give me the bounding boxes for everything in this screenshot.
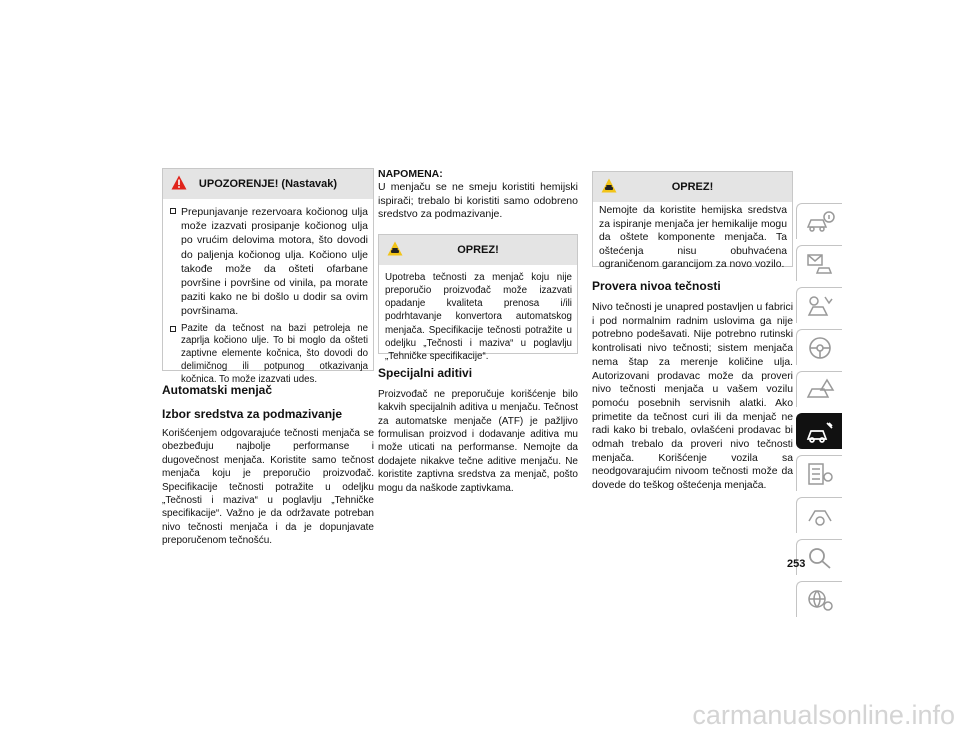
steering-wheel-icon <box>805 335 835 361</box>
bullet-square-icon <box>170 326 176 332</box>
caution-box-text: Upotreba tečnosti za menjač koju nije preporučio proizvođač može izazvati opadanje kvaliteta prenosa i/ili podrhtavanje konvertora automatskog menjača. Specifikacije tečnosti potražite u odeljku „Tečnosti i maziva“ u poglavlju „Tehničke specifikacije“. <box>385 271 572 362</box>
car-wrench-icon <box>805 419 835 445</box>
envelope-car-icon <box>805 251 835 277</box>
chapter-tab[interactable] <box>796 371 842 407</box>
chapter-tab[interactable] <box>796 581 842 617</box>
warning-box <box>162 168 374 385</box>
note-title: NAPOMENA: <box>378 168 443 180</box>
warning-box-body <box>163 199 373 397</box>
page-number: 253 <box>787 558 806 570</box>
caution-box <box>378 234 578 362</box>
chapter-tab[interactable] <box>796 497 842 533</box>
caution-box-title: OPREZ! <box>671 181 714 193</box>
spec-list-icon <box>805 461 835 487</box>
car-info-icon <box>805 209 835 235</box>
caution-box-text: Nemojte da koristite hemijska sredstva za ispiranje menjača jer hemikalije mogu da oštete komponente menjača. Ta oštećenja nisu obuhvaćena ograničenom garancijom za novo vozilo. <box>599 205 787 271</box>
chapter-tab[interactable] <box>796 245 842 281</box>
language-globe-icon <box>805 587 835 613</box>
caution-box-title: OPREZ! <box>457 243 499 256</box>
caution-box-header <box>593 172 792 202</box>
car-settings-icon <box>805 503 835 529</box>
fluid-level-paragraph: Nivo tečnosti je unapred postavljen u fabrici i pod normalnim radnim uslovima ga nije potrebno podešavati. Nije potrebno rutinski kontrolisati nivo tečnosti; sistem menjača nema štap za merenje količine ulja. Autorizovani prodavac može da proveri nivo tečnosti menjača u vašem vozilu pomoću posebnih servisnih alatki. Ako primetite da tečnost curi ili da menjač ne radi kako bi trebalo, ovlašćeni prodavac bi odmah trebalo da proveri nivo tečnosti menjača. Korišćenje vozila sa neodgovarajućim nivoom tečnosti može da dovede do teškog oštećenja menjača. <box>592 302 793 492</box>
chapter-tab[interactable] <box>796 203 842 239</box>
warning-item-text: Prepunjavanje rezervoara kočionog ulja može izazvati prosipanje kočionog ulja po vrućim delovima motora, što dovodi do paljenja kočionog ulja. Kočiono ulje takođe može da ošteti ofarbane površine i površine od vinila, pa morate paziti kako ne bi došlo u dodir sa ovim površinama. <box>181 206 368 318</box>
column-1 <box>162 168 374 548</box>
bullet-square-icon <box>170 208 176 214</box>
column-3 <box>592 171 793 493</box>
section-heading-automatic-transmission: Automatski menjač <box>162 383 273 397</box>
column-2 <box>378 168 578 495</box>
section-heading-special-additives: Specijalni aditivi <box>378 365 473 380</box>
warning-item-text: Pazite da tečnost na bazi petroleja ne zaprlja kočiono ulje. To bi moglo da ošteti zaptivne elemente kočnica, što dovodi do delimičnog ili potpunog otkazivanja kočnica. To može izazvati udes. <box>181 322 368 385</box>
warning-item-2 <box>169 323 368 387</box>
warning-item-1 <box>169 205 368 319</box>
warning-box-title: UPOZORENJE! (Nastavak) <box>198 178 338 190</box>
car-warning-icon <box>805 377 835 403</box>
caution-box-header <box>379 235 577 265</box>
car-crash-icon <box>805 293 835 319</box>
lubricant-paragraph: Korišćenjem odgovarajuće tečnosti menjača se obezbeđuju najbolje performanse i dugovečnost menjača. Koristite samo tečnost menjača koju je preporučio proizvođač. Specifikacije tečnosti potražite u odeljku „Tečnosti i maziva“ u poglavlju „Tehničke specifikacije“. Važno je da održavate potreban nivo tečnosti menjača i da je dopunjavate preporučenom tečnošću. <box>162 428 374 547</box>
chapter-tab-active[interactable] <box>796 413 842 449</box>
chapter-tab[interactable] <box>796 287 842 323</box>
note-text: U menjaču se ne smeju koristiti hemijski ispirači; trebalo bi koristiti samo odobreno sredstvo za podmazivanje. <box>378 181 578 221</box>
additives-paragraph: Proizvođač ne preporučuje korišćenje bilo kakvih specijalnih aditiva u menjaču. Tečnost za automatske menjače (ATF) je pažljivo formulisan proizvod i dodavanje aditiva mu može uticati na performanse. Nemojte da dodajete nikakve tečne aditive menjaču. Ne koristite zaptivna sredstva za menjač, pošto mogu da naškode zaptivkama. <box>378 388 578 494</box>
section-heading-fluid-level-check: Provera nivoa tečnosti <box>592 279 721 293</box>
section-heading-lubricant-selection: Izbor sredstva za podmazivanje <box>162 407 343 421</box>
caution-box <box>592 171 793 271</box>
warning-box-header <box>163 169 373 199</box>
footer-watermark: carmanualsonline.info <box>692 700 955 730</box>
chapter-tab[interactable] <box>796 329 842 365</box>
chapter-tab[interactable] <box>796 455 842 491</box>
